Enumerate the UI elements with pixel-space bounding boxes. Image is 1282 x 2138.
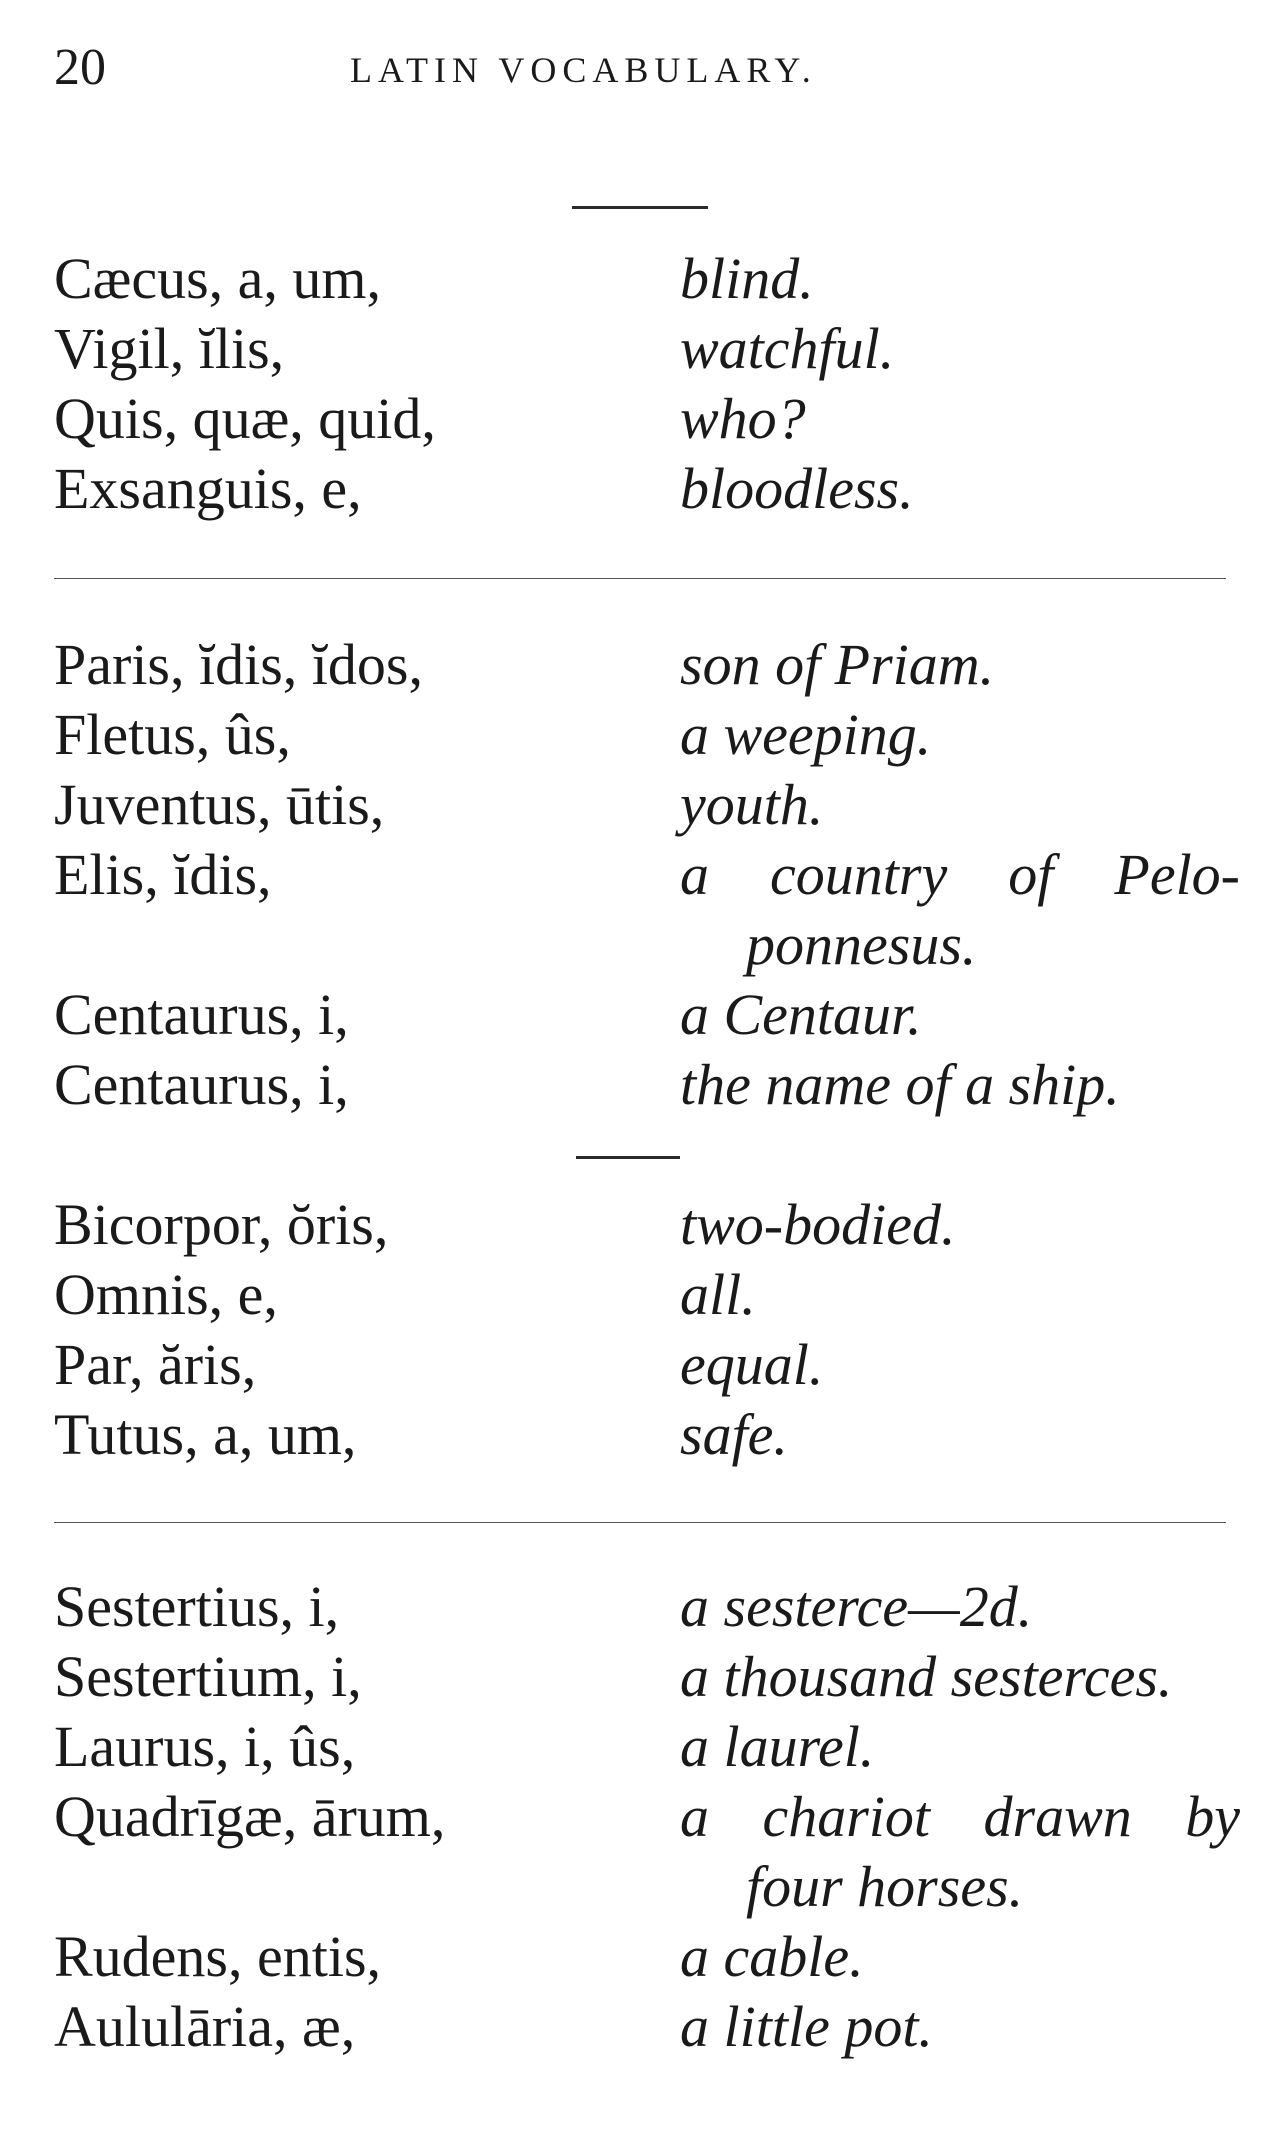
vocab-entry	[54, 630, 1234, 700]
english-meaning: a cable.	[680, 1924, 864, 1989]
section-rule-short	[572, 206, 708, 209]
english-meaning-line: ponnesus.	[746, 912, 977, 977]
english-meaning: a sesterce—2d.	[680, 1574, 1033, 1639]
vocab-entry	[54, 1050, 1234, 1120]
english-meaning-line: a country of Pelo-	[680, 842, 1240, 907]
vocab-entry	[54, 1922, 1234, 1992]
vocab-entry	[54, 1712, 1234, 1782]
latin-word: Cæcus, a, um,	[54, 246, 382, 311]
latin-word: Quis, quæ, quid,	[54, 386, 436, 451]
english-meaning: a little pot.	[680, 1994, 933, 2059]
section-rule-long	[54, 1522, 1226, 1523]
english-meaning: equal.	[680, 1332, 824, 1397]
latin-word: Exsanguis, e,	[54, 456, 362, 521]
vocab-entry	[54, 244, 1234, 314]
latin-word: Fletus, ûs,	[54, 702, 291, 767]
latin-word: Juventus, ūtis,	[54, 772, 385, 837]
english-meaning: son of Priam.	[680, 632, 995, 697]
running-head: LATIN VOCABULARY.	[350, 50, 817, 90]
english-meaning: a laurel.	[680, 1714, 875, 1779]
vocab-entry	[54, 1330, 1234, 1400]
vocab-entry	[54, 1260, 1234, 1330]
vocab-group-1	[54, 244, 1234, 524]
latin-word: Rudens, entis,	[54, 1924, 382, 1989]
vocab-group-2	[54, 630, 1240, 1120]
english-meaning: blind.	[680, 246, 814, 311]
vocab-entry	[54, 770, 1234, 840]
english-meaning-line: four horses.	[746, 1854, 1024, 1919]
vocab-entry	[54, 1400, 1234, 1470]
latin-word: Omnis, e,	[54, 1262, 278, 1327]
latin-word: Laurus, i, ûs,	[54, 1714, 356, 1779]
vocab-entry	[54, 1782, 1240, 1922]
section-rule-long	[54, 578, 1226, 579]
latin-word: Bicorpor, ŏris,	[54, 1192, 389, 1257]
vocab-entry	[54, 454, 1234, 524]
latin-word: Paris, ĭdis, ĭdos,	[54, 632, 423, 697]
english-meaning: youth.	[680, 772, 824, 837]
english-meaning: watchful.	[680, 316, 895, 381]
english-meaning: a Centaur.	[680, 982, 922, 1047]
latin-word: Aululāria, æ,	[54, 1994, 356, 2059]
latin-word: Centaurus, i,	[54, 982, 349, 1047]
english-meaning	[680, 1782, 1240, 1922]
english-meaning-line: a chariot drawn by	[680, 1784, 1240, 1849]
english-meaning: safe.	[680, 1402, 788, 1467]
page-number: 20	[54, 39, 106, 96]
english-meaning	[680, 840, 1240, 980]
english-meaning: the name of a ship.	[680, 1052, 1120, 1117]
section-rule-short	[576, 1156, 680, 1159]
latin-word: Sestertius, i,	[54, 1574, 340, 1639]
latin-word: Sestertium, i,	[54, 1644, 362, 1709]
vocab-group-3	[54, 1190, 1234, 1470]
vocab-entry	[54, 980, 1234, 1050]
vocab-entry	[54, 314, 1234, 384]
vocab-entry	[54, 1992, 1234, 2062]
english-meaning: all.	[680, 1262, 756, 1327]
english-meaning: bloodless.	[680, 456, 914, 521]
latin-word: Vigil, ĭlis,	[54, 316, 285, 381]
latin-word: Quadrīgæ, ārum,	[54, 1784, 446, 1849]
vocab-entry	[54, 840, 1240, 980]
vocab-entry	[54, 1190, 1234, 1260]
english-meaning: a thousand sesterces.	[680, 1644, 1173, 1709]
vocab-entry	[54, 700, 1234, 770]
latin-word: Tutus, a, um,	[54, 1402, 357, 1467]
vocab-entry	[54, 1572, 1234, 1642]
english-meaning: who?	[680, 386, 806, 451]
latin-word: Elis, ĭdis,	[54, 842, 272, 907]
latin-word: Par, ăris,	[54, 1332, 257, 1397]
vocab-entry	[54, 1642, 1234, 1712]
latin-word: Centaurus, i,	[54, 1052, 349, 1117]
vocab-group-4	[54, 1572, 1240, 2062]
english-meaning: a weeping.	[680, 702, 932, 767]
english-meaning: two-bodied.	[680, 1192, 956, 1257]
vocab-entry	[54, 384, 1234, 454]
